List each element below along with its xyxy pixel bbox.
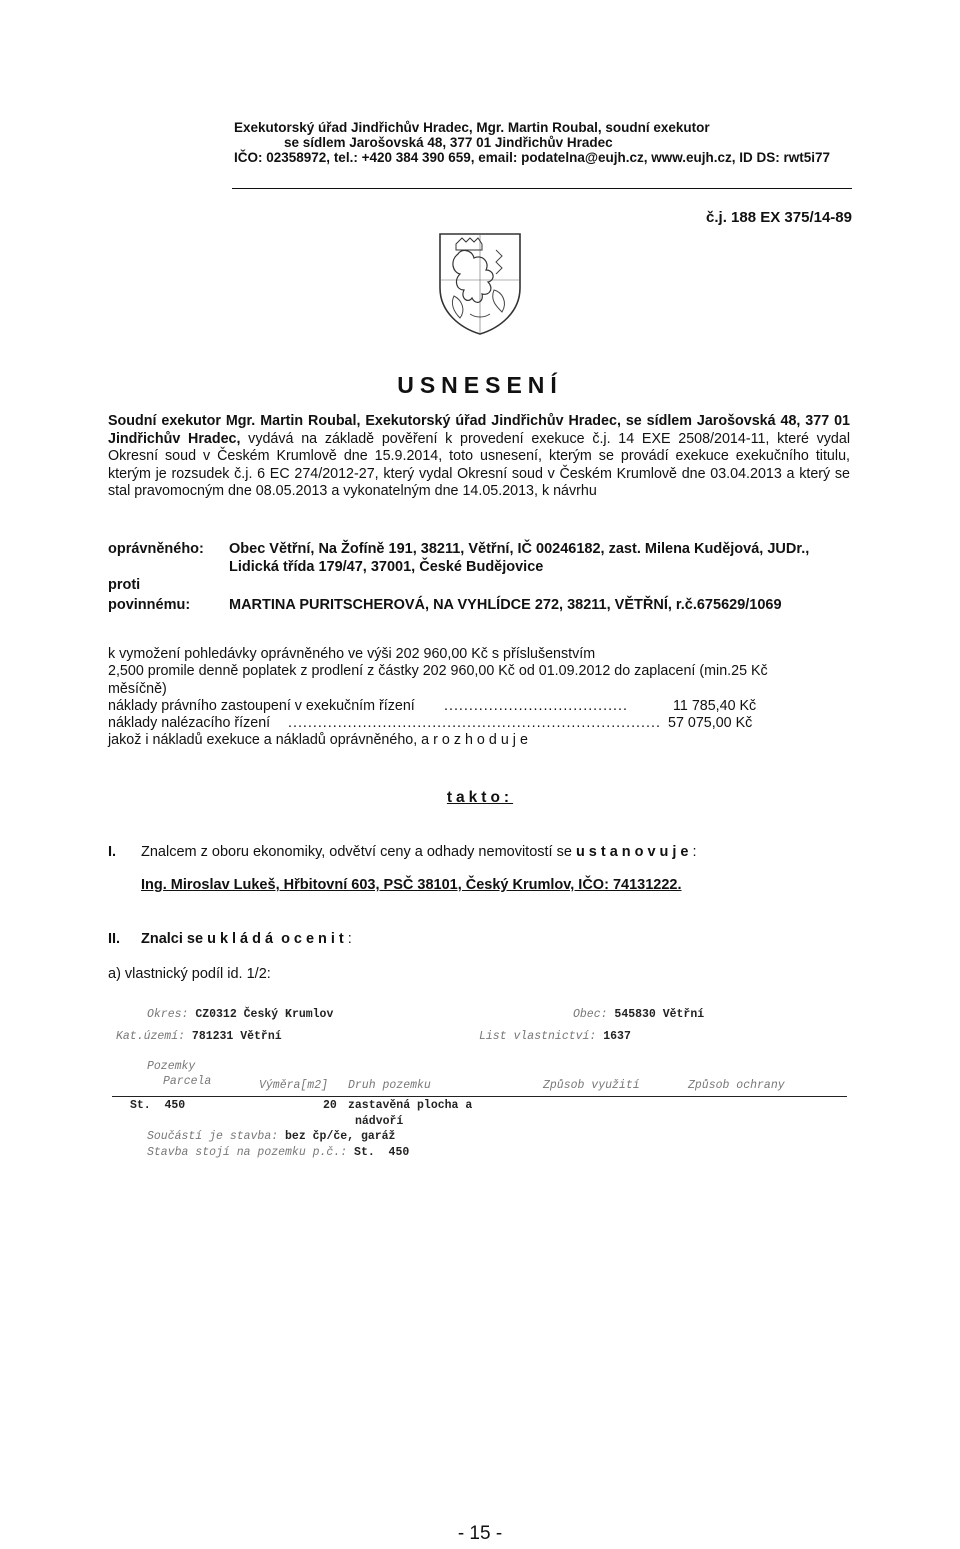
legal-costs-row — [108, 698, 868, 715]
coat-of-arms-icon — [436, 230, 524, 338]
leader-dots: ..................................... — [444, 697, 628, 714]
item-2-text — [141, 931, 352, 947]
document-title: USNESENÍ — [397, 372, 563, 398]
soucasti-label: Součástí je stavba: — [147, 1130, 279, 1143]
soucasti-value: bez čp/če, garáž — [285, 1130, 396, 1143]
item-2-spaced-1: ukládá — [207, 931, 278, 947]
creditor-label: oprávněného: — [108, 541, 204, 557]
col-vymera — [259, 1079, 328, 1092]
finding-costs-label: náklady nalézacího řízení — [108, 715, 271, 732]
lv-field — [479, 1030, 631, 1043]
legal-costs-value: 11 785,40 Kč — [673, 697, 757, 714]
creditor-value: Obec Větřní, Na Žofíně 191, 38211, Větřní, IČ 00246182, zast. Milena Kudějová, JUDr., — [229, 541, 810, 557]
item-2-colon: : — [347, 931, 352, 947]
item-2-body: Znalci se — [141, 931, 204, 947]
katuzemi-field — [116, 1030, 282, 1043]
col-parcela — [163, 1075, 211, 1088]
intro-bold-text: Soudní exekutor Mgr. Martin Roubal, Exekutorský úřad Jindřichův Hradec, se sídlem Jarošovská 48, 377 01 Jindřichův Hradec, — [108, 413, 850, 447]
finding-costs-value: 57 075,00 Kč — [668, 715, 753, 732]
parcel-kind-1 — [348, 1099, 472, 1112]
parcel-kind-2-value: nádvoří — [355, 1115, 404, 1128]
ownership-share: a) vlastnický podíl id. 1/2: — [108, 966, 271, 982]
parcel-kind-1-value: zastavěná plocha a — [348, 1099, 473, 1112]
lv-label: List vlastnictví: — [479, 1030, 597, 1043]
item-2-spaced-2: ocenit — [281, 931, 348, 947]
creditor-address: Lidická třída 179/47, 37001, České Budějovice — [229, 559, 544, 575]
col-druh-label: Druh pozemku — [348, 1079, 431, 1092]
item-1-body: Znalcem z oboru ekonomiky, odvětví ceny a odhady nemovitostí se — [141, 844, 572, 860]
leader-dots: ........................................................................... — [288, 715, 661, 732]
okres-field — [147, 1008, 333, 1021]
stoji-value: St. 450 — [354, 1146, 410, 1159]
obec-label: Obec: — [573, 1008, 608, 1021]
claim-line-6 — [108, 732, 868, 749]
issuer-line-3: IČO: 02358972, tel.: +420 384 390 659, email: podatelna@eujh.cz, www.eujh.cz, ID DS: rwt5i77 — [234, 150, 831, 165]
item-1 — [108, 844, 868, 864]
intro-text: vydává na základě pověření k provedení exekuce č.j. 14 EXE 2508/2014-11, které vydal Okresní soud v Českém Krumlově dne 15.9.2014, toto usnesení, kterým se provádí exekuce exekučního titulu, kterým je rozsudek č.j. 6 EC 274/2012-27, který vydal Okresní soud v Českém Krumlově dne 03.04.2013 a který se stal pravomocným dne 08.05.2013 a vykonatelným dne 14.05.2013, k návrhu — [108, 430, 850, 500]
debtor-row — [108, 596, 868, 614]
finding-costs-row — [108, 715, 868, 732]
debtor-value: MARTINA PURITSCHEROVÁ, NA VYHLÍDCE 272, 38211, VĚTŘNÍ, r.č.675629/1069 — [229, 597, 782, 613]
debtor-label: povinnému: — [108, 597, 191, 613]
col-zpusob-vyuziti — [543, 1079, 640, 1092]
col-parcela-label: Parcela — [163, 1075, 212, 1088]
stoji-label: Stavba stojí na pozemku p.č.: — [147, 1146, 348, 1159]
parcel-area-value: 20 — [323, 1099, 337, 1112]
obec-value: 545830 Větřní — [614, 1008, 705, 1021]
stoji-field — [147, 1146, 409, 1159]
claim-line-3: měsíčně) — [108, 680, 167, 697]
against-row — [108, 576, 868, 594]
col-zpusob-ochrany — [688, 1079, 785, 1092]
okres-value: CZ0312 Český Krumlov — [195, 1008, 334, 1021]
parties-section — [108, 540, 868, 614]
issuer-line-1: Exekutorský úřad Jindřichův Hradec, Mgr. Martin Roubal, soudní exekutor — [234, 120, 710, 135]
item-1-spaced: ustanovuje — [575, 844, 693, 860]
issuer-line-2: se sídlem Jarošovská 48, 377 01 Jindřichův Hradec — [284, 135, 613, 150]
soucasti-field — [147, 1130, 395, 1143]
obec-field — [573, 1008, 704, 1021]
item-1-number: I. — [108, 844, 117, 860]
parcel-area — [323, 1099, 337, 1112]
legal-costs-label: náklady právního zastoupení v exekučním řízení — [108, 697, 415, 714]
page-number: - 15 - — [457, 1523, 503, 1544]
parcel-kind-2 — [355, 1115, 403, 1128]
case-reference: č.j. 188 EX 375/14-89 — [706, 209, 852, 226]
parcel-number-value: St. 450 — [130, 1099, 186, 1112]
header-divider — [232, 188, 852, 189]
claim-section — [108, 646, 868, 750]
claim-line-1: k vymožení pohledávky oprávněného ve výši 202 960,00 Kč s příslušenstvím — [108, 646, 596, 662]
takto-heading: takto: — [446, 789, 514, 806]
okres-label: Okres: — [147, 1008, 189, 1021]
parcel-number — [130, 1099, 185, 1112]
issuer-header — [234, 120, 874, 165]
item-2 — [108, 931, 868, 951]
claim-line-2: 2,500 promile denně poplatek z prodlení z částky 202 960,00 Kč od 01.09.2012 do zaplacení (min.25 Kč — [108, 663, 768, 680]
expert-identity: Ing. Miroslav Lukeš, Hřbitovní 603, PSČ 38101, Český Krumlov, IČO: 74131222. — [141, 877, 682, 893]
claim-line-6-text: jakož i nákladů exekuce a nákladů oprávněného, a — [108, 732, 430, 749]
creditor-row — [108, 540, 868, 558]
against-label: proti — [108, 577, 141, 593]
table-divider — [112, 1096, 847, 1097]
col-pozemky — [147, 1060, 195, 1073]
item-1-text — [141, 844, 697, 860]
col-zpusob-vyuziti-label: Způsob využití — [543, 1079, 640, 1092]
decision-word: rozhoduje — [433, 732, 532, 749]
item-1-colon: : — [692, 844, 697, 860]
col-pozemky-label: Pozemky — [147, 1060, 196, 1073]
col-vymera-label: Výměra[m2] — [259, 1079, 329, 1092]
col-druh — [348, 1079, 431, 1092]
katuzemi-value: 781231 Větřní — [191, 1030, 282, 1043]
creditor-row-2 — [108, 558, 868, 576]
item-2-number: II. — [108, 931, 121, 947]
lv-value: 1637 — [603, 1030, 631, 1043]
intro-paragraph — [108, 413, 850, 501]
col-zpusob-ochrany-label: Způsob ochrany — [688, 1079, 785, 1092]
katuzemi-label: Kat.území: — [116, 1030, 186, 1043]
